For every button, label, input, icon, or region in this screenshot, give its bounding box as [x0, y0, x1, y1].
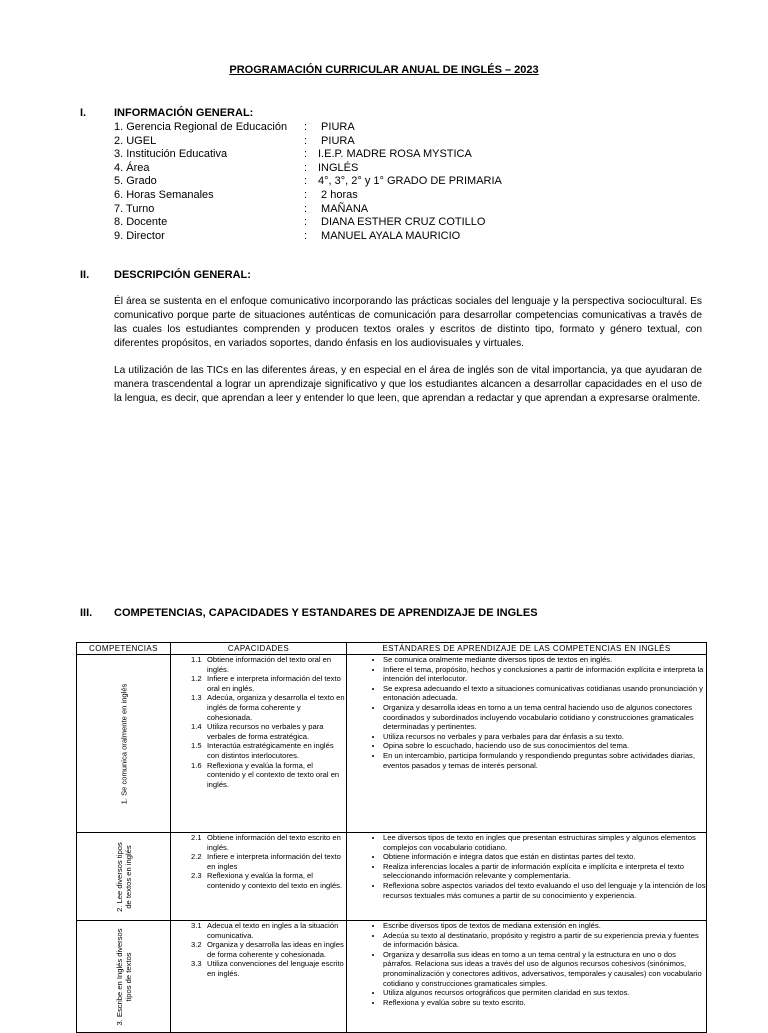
competencia-label: 2. Lee diversos tipos de textos en inglés [114, 841, 133, 912]
competencia-cell [77, 921, 171, 1033]
capacidad-text: Obtiene información del texto escrito en inglés. [207, 833, 341, 852]
capacidad-text: Reflexiona y evalúa la forma, el contenido y el contexto de texto oral en inglés. [207, 760, 340, 789]
estandar-item: • Opina sobre lo escuchado, haciendo uso de sus conocimientos del tema. [383, 741, 706, 751]
info-value: I.E.P. MADRE ROSA MYSTICA [318, 148, 472, 161]
section-number: III. [80, 607, 93, 619]
estandares-list [347, 833, 706, 900]
header-capacidades: CAPACIDADES [171, 643, 347, 655]
estandar-item: • Utiliza algunos recursos ortográficos que permiten claridad en sus textos. [383, 988, 706, 998]
competencias-table [76, 642, 707, 1033]
capacidad-item [191, 722, 346, 741]
estandar-item: • En un intercambio, participa formulando y respondiendo preguntas sobre actividades diarias, eventos pasados y temas de interés personal. [383, 751, 706, 770]
info-row [114, 203, 502, 217]
info-label: 5. Grado [114, 175, 157, 188]
section-number: I. [80, 107, 87, 119]
info-label: 6. Horas Semanales [114, 188, 214, 201]
capacidad-number: 1.4 [191, 722, 202, 732]
info-row [114, 230, 502, 244]
section-number: II. [80, 269, 90, 281]
info-row [114, 162, 502, 176]
capacidad-number: 2.1 [191, 833, 202, 842]
capacidad-text: Infiere e interpreta información del texto oral en inglés. [207, 674, 341, 693]
estandares-list [347, 921, 706, 1007]
capacidad-item [191, 833, 346, 852]
info-colon: : [304, 188, 308, 201]
info-label: 2. UGEL [114, 134, 157, 147]
info-value: PIURA [318, 134, 355, 147]
competencia-cell [77, 655, 171, 833]
capacidad-item [191, 761, 346, 790]
section-title: COMPETENCIAS, CAPACIDADES Y ESTANDARES DE APRENDIZAJE DE INGLES [114, 607, 538, 619]
description-paragraph-1: Él área se sustenta en el enfoque comunicativo incorporando las prácticas sociales del lenguaje y la perspectiva sociocultural. Es comunicativo porque parte de situaciones auténticas de comunicación para desarrollar competencias comunicativas a través de las cuales los estudiantes comprenden y producen textos orales y escritos de distinto tipo, formato y género textual, con diferentes propósitos, en variados soportes, dando énfasis en los audiovisuales y virtuales. [114, 296, 702, 349]
info-label: 1. Gerencia Regional de Educación [114, 121, 288, 133]
capacidades-cell [171, 921, 347, 1033]
competencia-label: 1. Se comunica oralmente en inglés [119, 683, 128, 804]
capacidad-item [191, 852, 346, 871]
capacidad-item [191, 959, 346, 978]
info-row [114, 121, 502, 135]
header-estandares: ESTÁNDARES DE APRENDIZAJE DE LAS COMPETENCIAS EN INGLÉS [347, 643, 707, 655]
capacidad-number: 2.3 [191, 871, 202, 881]
section-general-info-heading [80, 107, 253, 119]
estandar-item: • Se comunica oralmente mediante diversos tipos de textos en inglés. [383, 655, 706, 665]
competencia-label: 3. Escribe en Inglés diversos tipos de textos [114, 927, 133, 1026]
description-paragraph-2: La utilización de las TICs en las diferentes áreas, y en especial en el área de inglés son de vital importancia, ya que ayudaran de manera trascendental a lograr un aprendizaje significativo y que los estudiantes alcancen a desarrollar capacidades en el uso de la lengua, es decir, que aprendan a leer y entender lo que leen, que aprendan a redactar y que aprendan a expresarse oralmente. [114, 365, 702, 404]
info-row [114, 216, 502, 230]
capacidad-item [191, 871, 346, 890]
info-colon: : [304, 161, 308, 174]
info-value: PIURA [318, 121, 355, 133]
info-label: 4. Área [114, 161, 150, 174]
capacidad-number: 1.1 [191, 655, 202, 664]
section-description-heading [80, 269, 251, 281]
capacidad-text: Infiere e interpreta información del texto en ingles [207, 852, 341, 871]
info-colon: : [304, 216, 308, 229]
info-label: 9. Director [114, 229, 165, 242]
info-value: MANUEL AYALA MAURICIO [318, 229, 461, 242]
capacidad-text: Organiza y desarrolla las ideas en ingles de forma coherente y cohesionada. [207, 940, 344, 959]
info-colon: : [304, 202, 308, 215]
table-header-row [77, 643, 707, 655]
info-value: MAÑANA [318, 202, 369, 215]
info-row [114, 175, 502, 189]
info-value: INGLÉS [318, 161, 359, 174]
capacidad-item [191, 655, 346, 674]
info-label: 7. Turno [114, 202, 155, 215]
estandar-item: • Reflexiona y evalúa sobre su texto escrito. [383, 998, 706, 1008]
capacidad-number: 1.5 [191, 741, 202, 751]
estandar-item: • Utiliza recursos no verbales y para verbales para dar énfasis a su texto. [383, 732, 706, 742]
capacidades-cell [171, 655, 347, 833]
info-colon: : [304, 229, 308, 242]
capacidad-text: Utiliza recursos no verbales y para verbales de forma estratégica. [207, 722, 324, 741]
info-row [114, 148, 502, 162]
table-row [77, 921, 707, 1033]
estandar-item: • Lee diversos tipos de texto en ingles que presentan estructuras simples y algunos elementos complejos con vocabulario cotidiano. [383, 833, 706, 852]
estandar-item: • Reflexiona sobre aspectos variados del texto evaluando el uso del lenguaje y la intención de los recursos textuales más comunes a partir de su conocimiento y experiencia. [383, 881, 706, 900]
info-colon: : [304, 148, 308, 161]
capacidad-text: Utiliza convenciones del lenguaje escrito en inglés. [207, 959, 344, 978]
estandares-list [347, 655, 706, 770]
info-value: 2 horas [318, 188, 358, 201]
capacidad-text: Adecua el texto en ingles a la situación comunicativa. [207, 921, 339, 940]
estandar-item: • Organiza y desarrolla ideas en torno a un tema central haciendo uso de algunos conectores coordinados y subordinados incluyendo vocabulario cotidiano y construcciones gramaticales determinadas y pertinentes. [383, 703, 706, 732]
estandares-cell [347, 921, 707, 1033]
info-value: DIANA ESTHER CRUZ COTILLO [318, 216, 486, 229]
capacidad-number: 1.3 [191, 693, 202, 703]
capacidad-number: 1.2 [191, 674, 202, 684]
estandar-item: • Obtiene información e integra datos que están en distintas partes del texto. [383, 852, 706, 862]
info-colon: : [304, 121, 308, 133]
info-label: 8. Docente [114, 216, 168, 229]
capacidad-item [191, 741, 346, 760]
section-title: DESCRIPCIÓN GENERAL: [114, 269, 251, 281]
section-title: INFORMACIÓN GENERAL: [114, 107, 254, 119]
info-label: 3. Institución Educativa [114, 148, 228, 161]
estandar-item: • Realiza inferencias locales a partir de información explícita e implícita e interpreta el texto seleccionando información relevante y complementaria. [383, 862, 706, 881]
estandares-cell [347, 833, 707, 921]
document-title: PROGRAMACIÓN CURRICULAR ANUAL DE INGLÉS – 2023 [229, 64, 539, 76]
estandares-cell [347, 655, 707, 833]
capacidad-item [191, 940, 346, 959]
table-row [77, 833, 707, 921]
capacidades-cell [171, 833, 347, 921]
capacidad-item [191, 674, 346, 693]
info-value: 4°, 3°, 2° y 1° GRADO DE PRIMARIA [318, 175, 502, 188]
estandar-item: • Organiza y desarrolla sus ideas en torno a un tema central y la estructura en uno o dos párrafos. Relaciona sus ideas a través del uso de algunos recursos cohesivos (sinónimos, pronominalización y conectores aditivos, adversativos, temporales y causales) con vocabulario cotidiano y construcciones gramaticales simples. [383, 950, 706, 988]
capacidad-text: Interactúa estratégicamente en inglés con distintos interlocutores. [207, 741, 334, 760]
section-competencias-heading [80, 607, 538, 619]
capacidad-number: 2.2 [191, 852, 202, 862]
capacidad-number: 3.3 [191, 959, 202, 969]
capacidad-text: Reflexiona y evalúa la forma, el contenido y contexto del texto en inglés. [207, 871, 343, 890]
info-colon: : [304, 175, 308, 188]
capacidad-item [191, 921, 346, 940]
capacidad-text: Obtiene información del texto oral en inglés. [207, 655, 332, 674]
estandar-item: • Escribe diversos tipos de textos de mediana extensión en inglés. [383, 921, 706, 931]
capacidad-number: 3.2 [191, 940, 202, 950]
info-row [114, 135, 502, 149]
competencia-cell [77, 833, 171, 921]
estandar-item: • Adecúa su texto al destinatario, propósito y registro a partir de su experiencia previa y fuentes de información básica. [383, 931, 706, 950]
capacidad-number: 3.1 [191, 921, 202, 930]
capacidad-text: Adecúa, organiza y desarrolla el texto en inglés de forma coherente y cohesionada. [207, 693, 345, 722]
table-row [77, 655, 707, 833]
estandar-item: • Se expresa adecuando el texto a situaciones comunicativas cotidianas usando pronunciación y entonación adecuada. [383, 684, 706, 703]
header-competencias: COMPETENCIAS [77, 643, 171, 655]
estandar-item: • Infiere el tema, propósito, hechos y conclusiones a partir de información explícita e interpreta la intención del interlocutor. [383, 665, 706, 684]
info-row [114, 189, 502, 203]
capacidad-number: 1.6 [191, 760, 202, 770]
capacidad-item [191, 693, 346, 722]
general-info-list [114, 121, 502, 243]
info-colon: : [304, 134, 308, 147]
